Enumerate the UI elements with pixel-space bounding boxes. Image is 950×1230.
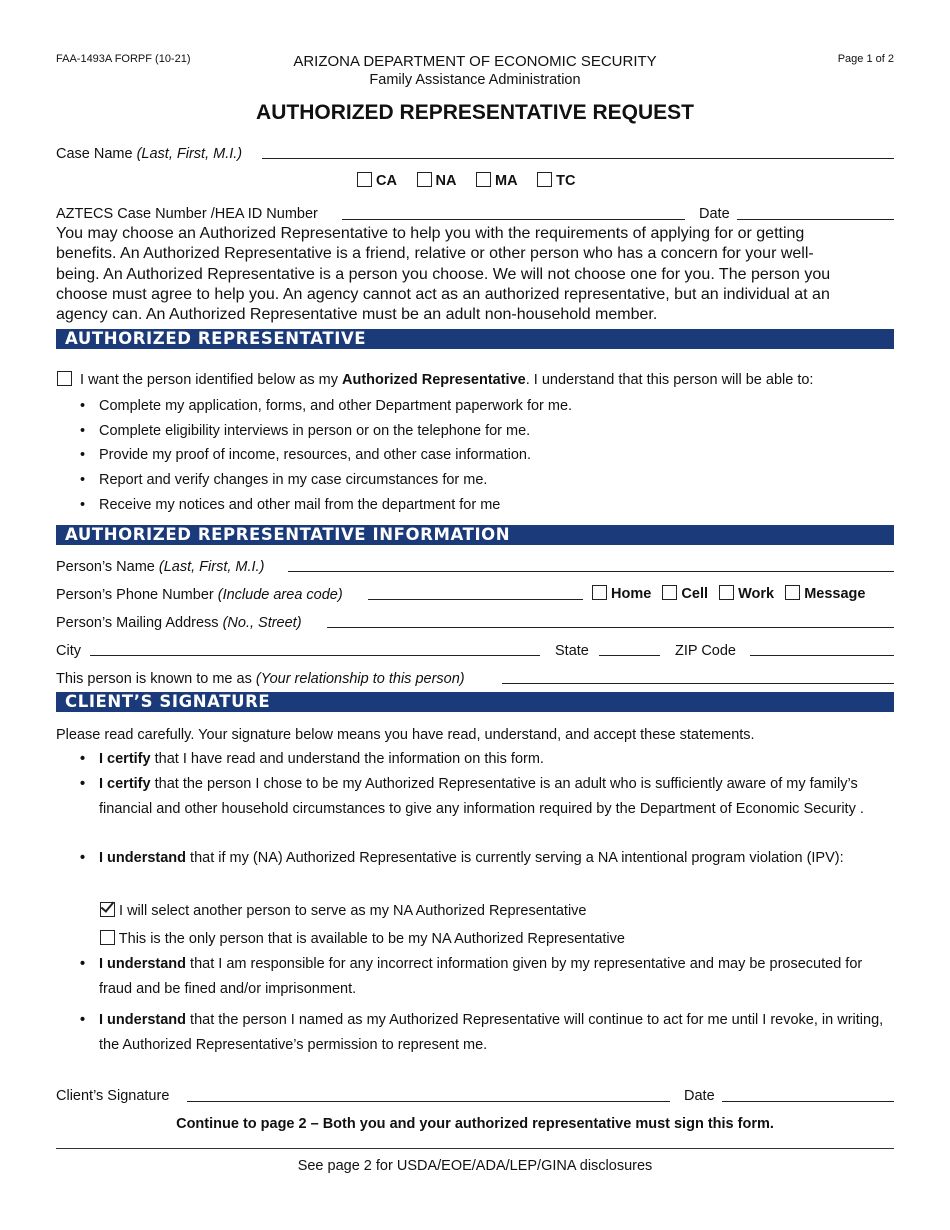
phone-type-home[interactable]: Home [592,586,651,602]
case-date-label: Date [699,206,730,222]
agency-name: ARIZONA DEPARTMENT OF ECONOMIC SECURITY [293,53,657,70]
rep-city-field[interactable] [90,655,540,656]
ipv-option-2-checkbox[interactable] [100,930,115,945]
rep-relationship-field[interactable] [502,683,894,684]
footer-divider [56,1148,894,1149]
checkbox[interactable] [662,585,677,600]
ipv-option-1-checkbox[interactable] [100,902,115,917]
rep-name-field[interactable] [288,571,894,572]
rep-city-label: City [56,643,81,659]
checkbox[interactable] [476,172,491,187]
auth-rep-item-5: • Receive my notices and other mail from the department for me [80,497,501,513]
page-title: AUTHORIZED REPRESENTATIVE REQUEST [256,101,694,124]
program-na[interactable]: NA [417,173,456,189]
client-signature-label: Client’s Signature [56,1088,170,1104]
statement-understand-revoke: • I understand that the person I named as my Authorized Representative will continue to act for me until I revoke, in writing, the Authorized Representative’s permission to represent me. [80,1012,884,1053]
ipv-option-only-person: This is the only person that is available to be my NA Authorized Representative [100,930,625,947]
program-ma[interactable]: MA [476,173,517,189]
auth-rep-checkbox[interactable] [57,371,72,386]
section-header-authorized-representative: AUTHORIZED REPRESENTATIVE [56,329,894,349]
phone-type-message[interactable]: Message [785,586,865,602]
form-id: FAA-1493A FORPF (10-21) [56,53,191,65]
statement-certify-read: • I certify that I have read and understand the information on this form. [80,751,544,767]
checkbox[interactable] [719,585,734,600]
checkbox[interactable] [417,172,432,187]
checkbox[interactable] [537,172,552,187]
signature-intro: Please read carefully. Your signature below means you have read, understand, and accept these statements. [56,727,755,743]
checkbox[interactable] [357,172,372,187]
program-checkboxes [357,172,575,189]
auth-rep-item-4: • Report and verify changes in my case circumstances for me. [80,472,488,488]
case-date-field[interactable] [737,219,894,220]
statement-certify-adult: • I certify that the person I chose to be my Authorized Representative is an adult who is sufficiently aware of my family’s financial and other household circumstances to give any information required by the Department of Economic Security . [80,776,864,817]
division-name: Family Assistance Administration [369,72,581,88]
phone-type-checkboxes [592,585,865,602]
client-date-field[interactable] [722,1101,894,1102]
statement-understand-ipv: • I understand that if my (NA) Authorized Representative is currently serving a NA intentional program violation (IPV): [80,850,844,866]
case-number-field[interactable] [342,219,685,220]
statement-understand-responsible: • I understand that I am responsible for any incorrect information given by my representative and may be prosecuted for fraud and be fined and/or imprisonment. [80,956,863,997]
rep-phone-label: Person’s Phone Number (Include area code) [56,587,343,603]
section-header-rep-information: AUTHORIZED REPRESENTATIVE INFORMATION [56,525,894,545]
case-number-label: AZTECS Case Number /HEA ID Number [56,206,318,222]
checkbox[interactable] [592,585,607,600]
rep-phone-field[interactable] [368,599,583,600]
auth-rep-statement: I want the person identified below as my Authorized Representative. I understand that this person will be able to: [57,371,813,388]
disclosures-note: See page 2 for USDA/EOE/ADA/LEP/GINA disclosures [297,1158,653,1174]
phone-type-cell[interactable]: Cell [662,586,708,602]
rep-address-field[interactable] [327,627,894,628]
continue-note: Continue to page 2 – Both you and your authorized representative must sign this form. [176,1116,774,1132]
client-date-label: Date [684,1088,715,1104]
page-number: Page 1 of 2 [837,53,894,65]
section-header-client-signature: CLIENT’S SIGNATURE [56,692,894,712]
rep-zip-label: ZIP Code [675,643,736,659]
auth-rep-item-2: • Complete eligibility interviews in person or on the telephone for me. [80,423,531,439]
rep-state-field[interactable] [599,655,660,656]
intro-paragraph: You may choose an Authorized Representative to help you with the requirements of applying for or getting benefits. An Authorized Representative is a friend, relative or other person who has a concern for your well-being. An Authorized Representative is a person you choose. We will not choose one for you. The person you choose must agree to help you. An agency cannot act as an authorized representative, but an individual at an agency can. An Authorized Representative must be an adult non-household member. [56,225,831,324]
rep-zip-field[interactable] [750,655,894,656]
client-signature-field[interactable] [187,1101,670,1102]
ipv-option-another-person: I will select another person to serve as my NA Authorized Representative [100,902,587,919]
rep-name-label: Person’s Name (Last, First, M.I.) [56,559,265,575]
case-name-field[interactable] [262,158,894,159]
case-name-label: Case Name (Last, First, M.I.) [56,146,243,162]
rep-address-label: Person’s Mailing Address (No., Street) [56,615,302,631]
auth-rep-item-3: • Provide my proof of income, resources, and other case information. [80,447,531,463]
rep-relationship-label: This person is known to me as (Your relationship to this person) [56,671,465,687]
program-tc[interactable]: TC [537,173,575,189]
phone-type-work[interactable]: Work [719,586,774,602]
auth-rep-item-1: • Complete my application, forms, and other Department paperwork for me. [80,398,573,414]
rep-state-label: State [555,643,589,659]
program-ca[interactable]: CA [357,173,396,189]
checkbox[interactable] [785,585,800,600]
